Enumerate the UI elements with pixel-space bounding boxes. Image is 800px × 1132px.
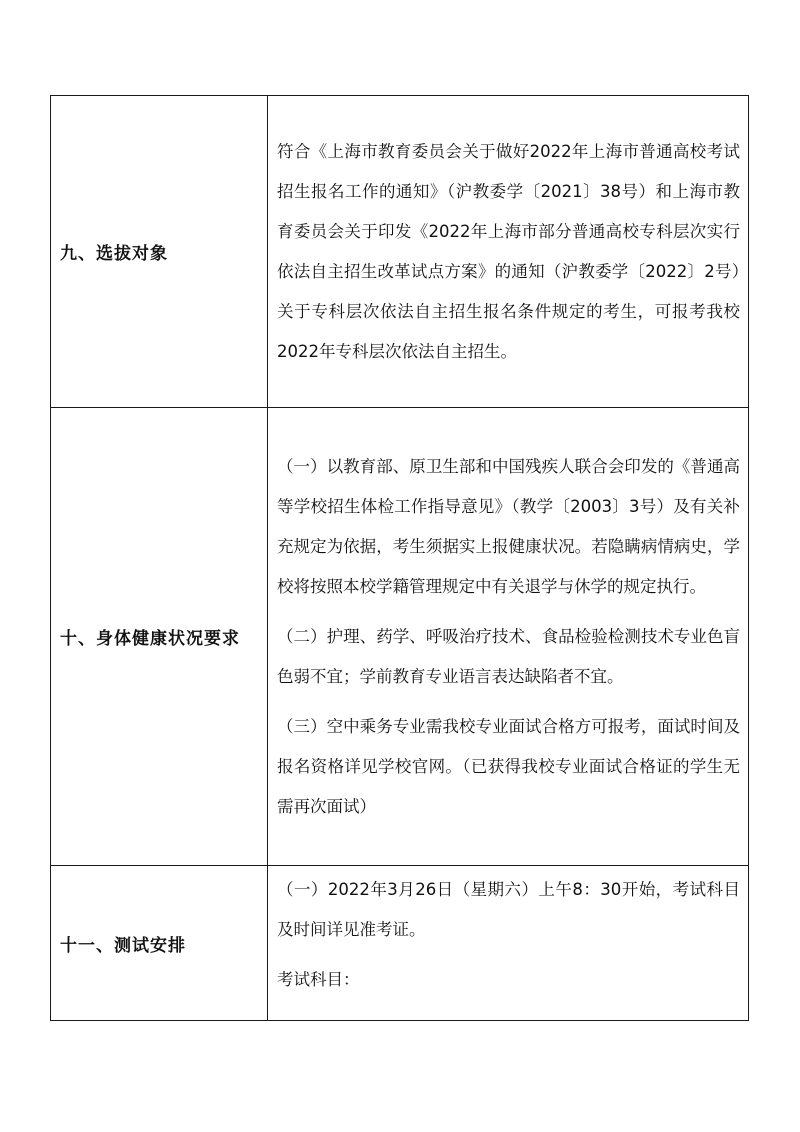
- paragraph: （一）2022年3月26日（星期六）上午8：30开始，考试科目及时间详见准考证。: [277, 880, 740, 939]
- section-label: 九、选拔对象: [51, 96, 268, 408]
- section-label: 十一、测试安排: [51, 866, 268, 1021]
- paragraph: 符合《上海市教育委员会关于做好2022年上海市普通高校考试招生报名工作的通知》（沪教委学〔2021〕38号）和上海市教育委员会关于印发《2022年上海市部分普通高校专科层次实行依法自主招生改革试点方案》的通知（沪教委学〔2022〕2号）关于专科层次依法自主招生报名条件规定的考生，可报考我校2022年专科层次依法自主招生。: [277, 141, 740, 361]
- table-row-test-arrangement: [51, 866, 749, 1021]
- section-label: 十、身体健康状况要求: [51, 408, 268, 866]
- paragraph: （三）空中乘务专业需我校专业面试合格方可报考，面试时间及报名资格详见学校官网。（已获得我校专业面试合格证的学生无需再次面试）: [277, 716, 740, 816]
- section-content: [268, 408, 749, 866]
- admission-info-table: [50, 95, 749, 1021]
- paragraph: （二）护理、药学、呼吸治疗技术、食品检验检测技术专业色盲色弱不宜；学前教育专业语言表达缺陷者不宜。: [277, 626, 740, 686]
- section-content: [268, 866, 749, 1021]
- table-row-health-requirements: [51, 408, 749, 866]
- section-content: [268, 96, 749, 408]
- table-row-selection-target: [51, 96, 749, 408]
- paragraph: （一）以教育部、原卫生部和中国残疾人联合会印发的《普通高等学校招生体检工作指导意见》（教学〔2003〕3号）及有关补充规定为依据，考生须据实上报健康状况。若隐瞒病情病史，学校将按照本校学籍管理规定中有关退学与休学的规定执行。: [277, 456, 740, 596]
- paragraph: 考试科目：: [277, 970, 360, 989]
